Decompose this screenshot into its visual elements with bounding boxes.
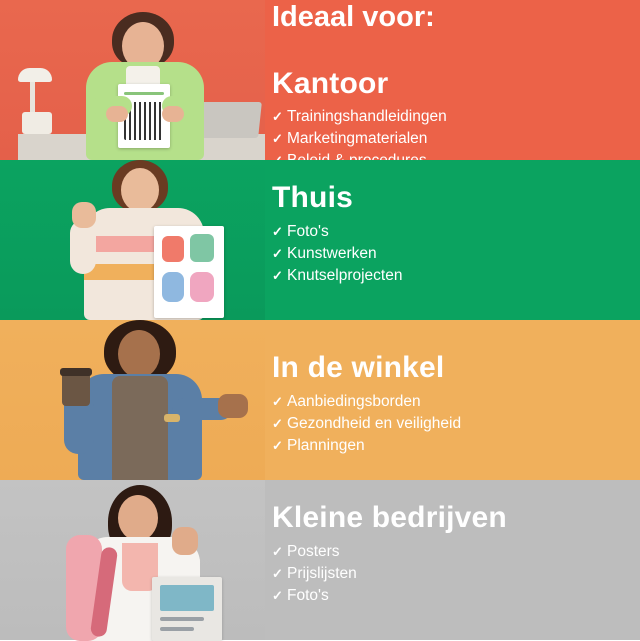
check-icon: ✓: [272, 393, 283, 409]
poster-image: [160, 585, 214, 611]
hand-left: [106, 106, 128, 122]
bullet-text: Trainingshandleidingen: [287, 108, 447, 126]
bullet-text: Kunstwerken: [287, 244, 377, 262]
person-office: [70, 10, 220, 160]
hand-right: [162, 106, 184, 122]
section-home: [0, 160, 640, 320]
bullet-list-retail: [272, 391, 640, 457]
heading-home: Thuis: [272, 181, 353, 214]
person-business: [56, 485, 236, 640]
section-office: [0, 0, 640, 160]
coffee-cup: [62, 372, 90, 406]
check-icon: ✓: [272, 415, 283, 431]
footprint-blue: [162, 272, 184, 302]
list-item: [272, 265, 640, 287]
coffee-lid: [60, 368, 92, 376]
check-icon: ✓: [272, 543, 283, 559]
list-item: [272, 221, 640, 243]
list-item: [272, 243, 640, 265]
thumbs-up-hand: [72, 202, 96, 228]
document-line: [124, 92, 164, 95]
section-retail: [0, 320, 640, 480]
bullet-text: Knutselprojecten: [287, 266, 403, 284]
photo-business: [0, 480, 265, 640]
list-item: [272, 563, 640, 585]
photo-retail: [0, 320, 265, 480]
bullet-text: Gezondheid en veiligheid: [287, 414, 462, 432]
bullet-list-home: [272, 221, 640, 287]
lamp-shade: [18, 68, 52, 82]
heading-business: Kleine bedrijven: [272, 501, 507, 534]
bullet-text: Posters: [287, 542, 340, 560]
check-icon: ✓: [272, 267, 283, 283]
content-business: [272, 480, 640, 640]
bullet-text: Foto's: [287, 222, 329, 240]
handprint-green: [190, 234, 214, 262]
check-icon: ✓: [272, 245, 283, 261]
head: [118, 330, 160, 378]
head: [118, 495, 158, 541]
list-item: [272, 585, 640, 607]
content-retail: [272, 320, 640, 480]
person-retail: [52, 320, 242, 480]
content-office: [272, 0, 640, 160]
bullet-text: Prijslijsten: [287, 564, 357, 582]
thumbs-up-hand: [172, 527, 198, 555]
poster-line-1: [160, 617, 204, 621]
person-home: [62, 160, 232, 320]
list-item: [272, 106, 640, 128]
bullet-text: Marketingmaterialen: [287, 130, 428, 148]
check-icon: ✓: [272, 131, 283, 147]
footprint-pink: [190, 272, 214, 302]
pointing-hand: [218, 394, 248, 418]
bullet-text: Planningen: [287, 436, 365, 454]
list-item: [272, 391, 640, 413]
photo-home: [0, 160, 265, 320]
check-icon: ✓: [272, 437, 283, 453]
page-title: Ideaal voor:: [272, 1, 435, 33]
check-icon: ✓: [272, 109, 283, 125]
check-icon: ✓: [272, 587, 283, 603]
poster-line-2: [160, 627, 194, 631]
list-item: [272, 128, 640, 150]
head: [121, 168, 159, 212]
lamp-stem: [30, 78, 35, 112]
content-home: [272, 160, 640, 320]
check-icon: ✓: [272, 223, 283, 239]
list-item: [272, 435, 640, 457]
list-item: [272, 413, 640, 435]
bullet-text: Aanbiedingsborden: [287, 392, 421, 410]
desk-organizer: [22, 112, 52, 134]
handprint-red: [162, 236, 184, 262]
apron: [112, 376, 168, 480]
bullet-list-business: [272, 541, 640, 607]
arm-left: [70, 220, 96, 274]
list-item: [272, 541, 640, 563]
heading-office: Kantoor: [272, 66, 389, 100]
heading-retail: In de winkel: [272, 351, 445, 384]
section-business: [0, 480, 640, 640]
wristwatch: [164, 414, 180, 422]
photo-office: [0, 0, 265, 160]
bullet-text: Foto's: [287, 586, 329, 604]
check-icon: ✓: [272, 565, 283, 581]
